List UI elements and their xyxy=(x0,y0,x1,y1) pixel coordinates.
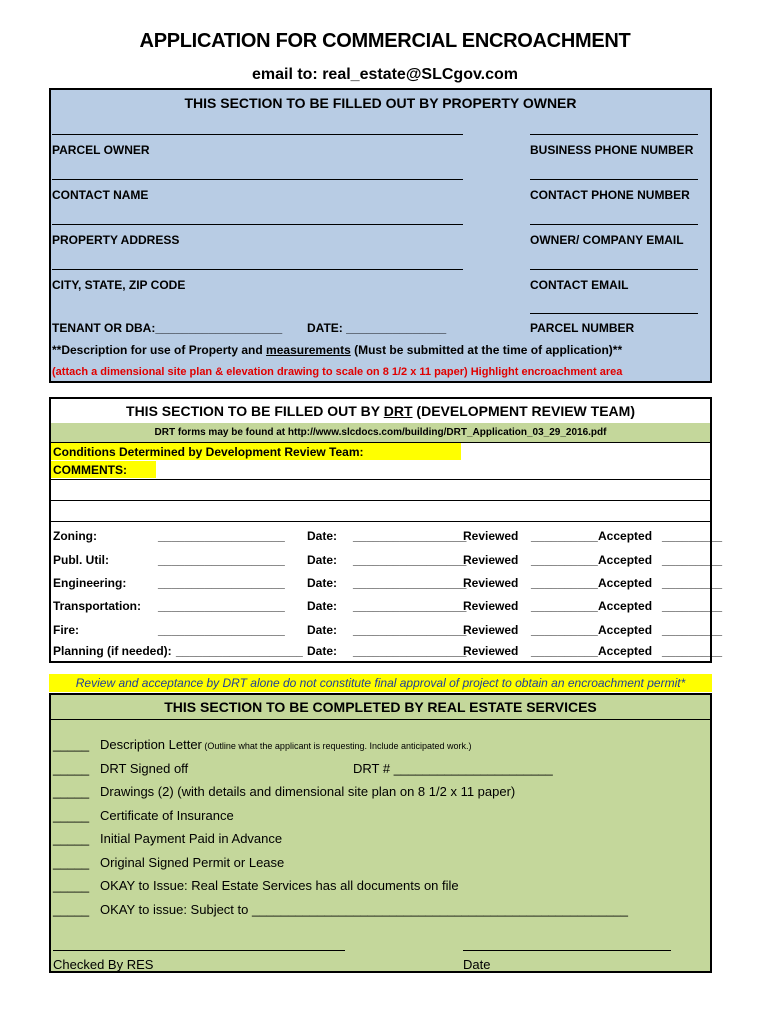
res-item-okay-issue xyxy=(53,878,459,893)
comment-line[interactable] xyxy=(51,479,710,480)
res-section-header: THIS SECTION TO BE COMPLETED BY REAL ESTATE SERVICES xyxy=(164,699,597,715)
date-line[interactable]: _________________ xyxy=(353,599,467,613)
res-item-description-letter xyxy=(53,737,472,752)
parcel-owner-field[interactable] xyxy=(52,134,463,135)
res-date-label: Date xyxy=(463,957,491,972)
accepted-line[interactable]: _________ xyxy=(662,644,723,658)
res-item-drawings xyxy=(53,784,515,799)
row-label: Engineering: xyxy=(53,576,127,590)
email-line: email to: real_estate@SLCgov.com xyxy=(251,66,519,83)
date-line[interactable]: _________________ xyxy=(353,623,467,637)
row-label: Publ. Util: xyxy=(53,553,109,567)
item-text: DRT Signed off xyxy=(100,761,189,776)
reviewed-line[interactable]: __________ xyxy=(531,553,598,567)
accepted-label: Accepted xyxy=(598,576,653,590)
contact-phone-field[interactable] xyxy=(530,179,698,180)
item-text: Drawings (2) (with details and dimensional site plan on 8 1/2 x 11 paper) xyxy=(100,784,516,799)
checked-by-label: Checked By RES xyxy=(53,957,154,972)
checkbox-blank[interactable]: _____ xyxy=(53,831,90,846)
date-label: Date: xyxy=(307,623,338,637)
contact-name-label: CONTACT NAME xyxy=(52,188,149,202)
accepted-line[interactable]: _________ xyxy=(662,529,723,543)
comment-line[interactable] xyxy=(51,500,710,501)
date-label: Date: xyxy=(307,576,338,590)
item-text: Original Signed Permit or Lease xyxy=(100,855,285,870)
accepted-label: Accepted xyxy=(598,599,653,613)
conditions-label: Conditions Determined by Development Review Team: xyxy=(53,445,364,459)
description-underlined: measurements xyxy=(266,343,351,357)
attach-note: (attach a dimensional site plan & elevation drawing to scale on 8 1/2 x 11 paper) Highlight encroachment area xyxy=(52,366,623,378)
contact-name-field[interactable] xyxy=(52,179,463,180)
page-title: APPLICATION FOR COMMERCIAL ENCROACHMENT xyxy=(139,30,631,52)
item-text: OKAY to Issue: Real Estate Services has all documents on file xyxy=(100,878,459,893)
drt-header-underlined: DRT xyxy=(383,403,413,419)
accepted-label: Accepted xyxy=(598,644,653,658)
row-line[interactable]: ___________________ xyxy=(158,623,285,637)
checkbox-blank[interactable]: _____ xyxy=(53,761,90,776)
parcel-owner-label: PARCEL OWNER xyxy=(52,143,150,157)
comments-label: COMMENTS: xyxy=(53,463,127,477)
description-note xyxy=(52,343,622,357)
reviewed-label: Reviewed xyxy=(463,644,519,658)
row-line[interactable] xyxy=(176,644,303,658)
property-address-field[interactable] xyxy=(52,224,463,225)
business-phone-label: BUSINESS PHONE NUMBER xyxy=(530,143,694,157)
divider xyxy=(51,719,710,720)
checkbox-blank[interactable]: _____ xyxy=(53,855,90,870)
contact-email-label: CONTACT EMAIL xyxy=(530,278,629,292)
drt-forms-link[interactable]: DRT forms may be found at http://www.slcdocs.com/building/DRT_Application_03_29_2016.pdf xyxy=(154,427,607,438)
city-state-zip-label: CITY, STATE, ZIP CODE xyxy=(52,278,186,292)
subject-line[interactable]: ____________________________________________________ xyxy=(252,902,628,917)
drt-header-prefix: THIS SECTION TO BE FILLED OUT BY xyxy=(126,403,384,419)
item-text: Initial Payment Paid in Advance xyxy=(100,831,283,846)
reviewed-line[interactable]: __________ xyxy=(531,644,598,658)
checkbox-blank[interactable]: _____ xyxy=(53,878,90,893)
reviewed-line[interactable]: __________ xyxy=(531,599,598,613)
date-line[interactable]: _________________ xyxy=(353,529,467,543)
drt-section-header xyxy=(49,403,712,419)
row-line-text: ___________________ xyxy=(176,644,303,658)
business-phone-field[interactable] xyxy=(530,134,698,135)
drt-header-suffix: (DEVELOPMENT REVIEW TEAM) xyxy=(412,403,635,419)
parcel-number-field[interactable] xyxy=(530,313,698,314)
contact-phone-label: CONTACT PHONE NUMBER xyxy=(530,188,690,202)
row-line[interactable]: ___________________ xyxy=(158,553,285,567)
date-line[interactable]: _________________ xyxy=(353,576,467,590)
accepted-label: Accepted xyxy=(598,553,653,567)
date-label: Date: xyxy=(307,529,338,543)
checkbox-blank[interactable]: _____ xyxy=(53,784,90,799)
disclaimer-text: Review and acceptance by DRT alone do not constitute final approval of project to obtain an encroachment permit* xyxy=(75,676,686,690)
reviewed-line[interactable]: __________ xyxy=(531,576,598,590)
row-label: Planning (if needed): xyxy=(53,644,172,658)
date-line[interactable]: _________________ xyxy=(353,644,467,658)
checkbox-blank[interactable]: _____ xyxy=(53,737,90,752)
accepted-label: Accepted xyxy=(598,623,653,637)
contact-email-field[interactable] xyxy=(530,269,698,270)
res-item-initial-payment xyxy=(53,831,282,846)
checkbox-blank[interactable]: _____ xyxy=(53,902,90,917)
owner-email-field[interactable] xyxy=(530,224,698,225)
description-suffix: (Must be submitted at the time of application)** xyxy=(350,343,623,357)
item-note: (Outline what the applicant is requesting. Include anticipated work.) xyxy=(201,741,472,751)
res-item-certificate xyxy=(53,808,234,823)
reviewed-line[interactable]: __________ xyxy=(531,623,598,637)
reviewed-label: Reviewed xyxy=(463,623,519,637)
drt-number-field[interactable]: DRT # ______________________ xyxy=(353,761,553,776)
accepted-line[interactable]: _________ xyxy=(662,553,723,567)
row-line[interactable]: ___________________ xyxy=(158,599,285,613)
date-label: Date: xyxy=(307,599,338,613)
item-text: OKAY to issue: Subject to xyxy=(100,902,252,917)
reviewed-label: Reviewed xyxy=(463,553,519,567)
item-text: Certificate of Insurance xyxy=(100,808,234,823)
accepted-line[interactable]: _________ xyxy=(662,623,723,637)
date-line[interactable]: _________________ xyxy=(353,553,467,567)
item-text: Description Letter xyxy=(100,737,202,752)
date-label: Date: xyxy=(307,644,338,658)
comment-line[interactable] xyxy=(51,521,710,522)
row-label: Fire: xyxy=(53,623,80,637)
row-label: Zoning: xyxy=(53,529,97,543)
accepted-line[interactable]: _________ xyxy=(662,599,723,613)
checkbox-blank[interactable]: _____ xyxy=(53,808,90,823)
res-item-original-permit xyxy=(53,855,284,870)
accepted-label: Accepted xyxy=(598,529,653,543)
date-field[interactable]: DATE: _______________ xyxy=(307,321,447,335)
row-line[interactable]: ___________________ xyxy=(158,576,285,590)
row-line[interactable]: ___________________ xyxy=(158,529,285,543)
tenant-dba-field[interactable]: TENANT OR DBA:___________________ xyxy=(52,321,283,335)
city-state-zip-field[interactable] xyxy=(52,269,463,270)
date-label: Date: xyxy=(307,553,338,567)
reviewed-line[interactable]: __________ xyxy=(531,529,598,543)
description-prefix: **Description for use of Property and xyxy=(52,343,267,357)
res-item-drt-signed xyxy=(53,761,188,776)
accepted-line[interactable]: _________ xyxy=(662,576,723,590)
reviewed-label: Reviewed xyxy=(463,599,519,613)
parcel-number-label: PARCEL NUMBER xyxy=(530,321,635,335)
reviewed-label: Reviewed xyxy=(463,529,519,543)
owner-email-label: OWNER/ COMPANY EMAIL xyxy=(530,233,684,247)
row-label: Transportation: xyxy=(53,599,142,613)
owner-section-header: THIS SECTION TO BE FILLED OUT BY PROPERTY OWNER xyxy=(184,95,577,111)
checked-by-field[interactable] xyxy=(53,950,345,951)
res-date-field[interactable] xyxy=(463,950,671,951)
property-address-label: PROPERTY ADDRESS xyxy=(52,233,180,247)
reviewed-label: Reviewed xyxy=(463,576,519,590)
res-item-okay-subject xyxy=(53,902,628,917)
